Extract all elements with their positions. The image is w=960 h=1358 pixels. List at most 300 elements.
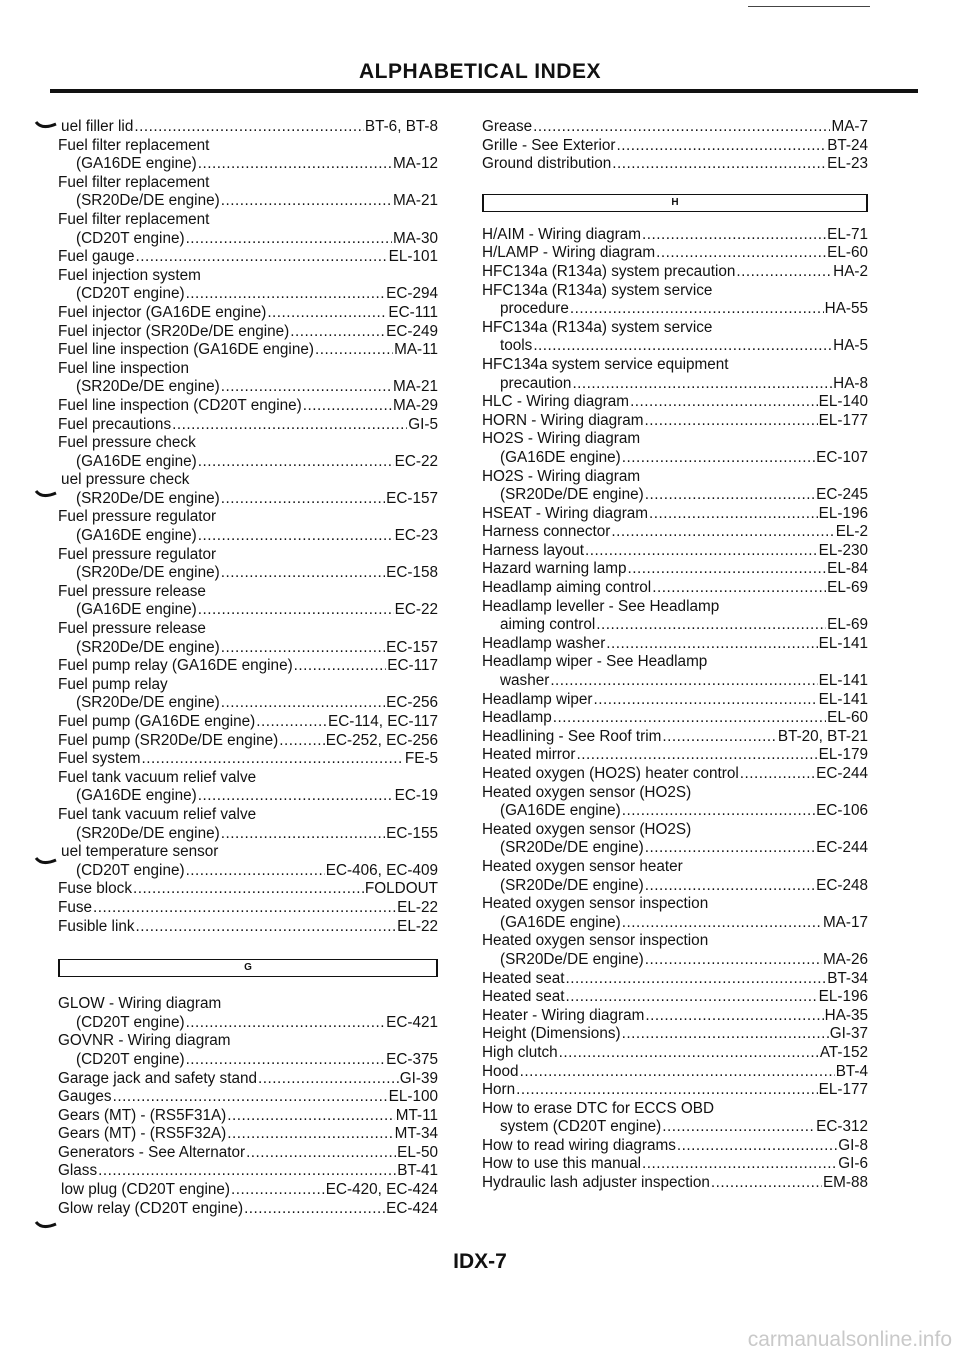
index-entry-text: Glow relay (CD20T engine) xyxy=(58,1199,244,1217)
index-entry-line xyxy=(58,1032,438,1051)
dot-leader xyxy=(642,1155,837,1174)
page-title: ALPHABETICAL INDEX xyxy=(359,60,601,83)
index-entry-line xyxy=(58,360,438,379)
index-entry-line xyxy=(58,211,438,230)
index-entry-text: (CD20T engine) xyxy=(76,229,185,247)
dot-leader xyxy=(652,579,826,598)
index-entry-text: Headlamp wiper - See Headlamp xyxy=(482,653,708,671)
index-entry-text: Fuel injector (SR20De/DE engine) xyxy=(58,322,290,340)
index-entry-line xyxy=(58,248,438,267)
index-page-ref: EC-111 xyxy=(388,303,438,321)
index-entry-text: Grille - See Exterior xyxy=(482,136,616,154)
dot-leader xyxy=(279,732,325,751)
index-entry-text: Hazard warning lamp xyxy=(482,560,627,578)
index-page-ref: BT-20, BT-21 xyxy=(777,727,868,745)
index-entry xyxy=(482,319,868,356)
dot-leader xyxy=(113,1088,388,1107)
index-entry-text: Horn xyxy=(482,1081,516,1099)
index-entry xyxy=(482,412,868,431)
index-entry-line xyxy=(482,1063,868,1082)
index-entry xyxy=(482,895,868,932)
index-entry-line xyxy=(58,527,438,546)
index-entry-text: (SR20De/DE engine) xyxy=(76,694,220,712)
index-page-ref: MA-21 xyxy=(392,378,438,396)
index-entry-line xyxy=(58,713,438,732)
dot-leader xyxy=(656,244,826,263)
index-page-ref: MA-21 xyxy=(392,192,438,210)
index-entry-line xyxy=(58,508,438,527)
index-page-ref: EC-420, EC-424 xyxy=(325,1181,438,1199)
index-entry-line xyxy=(58,1181,438,1200)
index-entry-line xyxy=(482,300,868,319)
dot-leader xyxy=(649,505,818,524)
dot-leader xyxy=(136,918,397,937)
index-page-ref: AT-152 xyxy=(819,1043,868,1061)
index-group-h xyxy=(482,226,868,1193)
index-entry-text: Fusible link xyxy=(58,917,135,935)
index-entry-line xyxy=(482,118,868,137)
dot-leader xyxy=(533,337,832,356)
index-entry-text: Fuel pressure release xyxy=(58,582,206,600)
dot-leader xyxy=(186,285,386,304)
index-entry-text: (CD20T engine) xyxy=(76,1050,185,1068)
index-page-ref: EL-141 xyxy=(818,690,868,708)
index-entry-line xyxy=(482,412,868,431)
section-label-h: H xyxy=(671,196,679,208)
index-entry-line xyxy=(58,769,438,788)
index-page-ref: MT-11 xyxy=(395,1106,438,1124)
dot-leader xyxy=(231,1181,325,1200)
index-entry-line xyxy=(482,486,868,505)
index-entry-text: Ground distribution xyxy=(482,155,612,173)
index-entry xyxy=(482,709,868,728)
index-entry-text: (GA16DE engine) xyxy=(500,913,621,931)
dot-leader xyxy=(198,527,394,546)
index-entry-text: Heated oxygen sensor inspection xyxy=(482,895,709,913)
dot-leader xyxy=(221,825,385,844)
index-entry-text: Heated oxygen sensor inspection xyxy=(482,932,709,950)
index-entry-line xyxy=(482,468,868,487)
index-entry-text: Fuel precautions xyxy=(58,415,172,433)
index-page-ref: EC-157 xyxy=(386,638,438,656)
dot-leader xyxy=(594,691,818,710)
index-entry-line xyxy=(58,341,438,360)
index-entry xyxy=(482,784,868,821)
index-entry-line xyxy=(58,174,438,193)
dot-leader xyxy=(303,397,392,416)
index-page-ref: GI-37 xyxy=(829,1025,868,1043)
dot-leader xyxy=(141,750,403,769)
index-entry-line xyxy=(482,337,868,356)
index-page-ref: HA-5 xyxy=(833,337,868,355)
index-entry xyxy=(482,356,868,393)
index-entry-line xyxy=(482,728,868,747)
dot-leader xyxy=(606,635,817,654)
index-entry-text: Gauges xyxy=(58,1088,112,1106)
index-entry-text: (SR20De/DE engine) xyxy=(500,950,644,968)
index-entry-line xyxy=(58,285,438,304)
index-entry-text: (SR20De/DE engine) xyxy=(500,839,644,857)
scan-tick-mark xyxy=(34,852,58,872)
index-entry-line xyxy=(482,1174,868,1193)
index-entry-text: Height (Dimensions) xyxy=(482,1025,621,1043)
index-entry-text: HFC134a system service equipment xyxy=(482,355,729,373)
index-entry-text: (GA16DE engine) xyxy=(76,452,197,470)
index-entry xyxy=(482,523,868,542)
index-page-ref: EL-177 xyxy=(818,1081,868,1099)
index-entry-line xyxy=(482,1100,868,1119)
index-entry-line xyxy=(482,672,868,691)
index-entry-text: low plug (CD20T engine) xyxy=(58,1181,230,1199)
index-page-ref: EL-84 xyxy=(827,560,868,578)
index-entry-line xyxy=(482,523,868,542)
index-entry-line xyxy=(58,267,438,286)
index-entry-text: (GA16DE engine) xyxy=(76,601,197,619)
index-entry-line xyxy=(58,694,438,713)
index-page-ref: EL-69 xyxy=(827,616,868,634)
index-entry-line xyxy=(482,244,868,263)
index-entry-line xyxy=(482,430,868,449)
index-entry xyxy=(482,1174,868,1193)
index-entry-line xyxy=(58,995,438,1014)
index-entry xyxy=(482,263,868,282)
index-page-ref: EC-114, EC-117 xyxy=(328,713,438,730)
scan-tick-mark xyxy=(34,1216,58,1236)
index-entry-line xyxy=(58,1200,438,1219)
index-entry xyxy=(482,1137,868,1156)
index-page-ref: EC-117 xyxy=(387,657,438,675)
dot-leader xyxy=(630,393,818,412)
index-page-ref: MA-30 xyxy=(392,229,438,247)
index-page-ref: EC-252, EC-256 xyxy=(325,731,438,749)
dot-leader xyxy=(198,155,392,174)
dot-leader xyxy=(198,787,394,806)
index-entry xyxy=(482,1100,868,1137)
index-page-ref: MA-17 xyxy=(822,913,868,931)
index-entry xyxy=(58,995,438,1032)
index-entry xyxy=(58,1070,438,1089)
index-entry-line xyxy=(482,877,868,896)
index-entry-line xyxy=(58,1162,438,1181)
index-entry-line xyxy=(58,750,438,769)
index-entry-line xyxy=(482,449,868,468)
index-entry xyxy=(58,341,438,360)
index-entry xyxy=(58,434,438,471)
index-entry xyxy=(58,211,438,248)
index-entry-line xyxy=(58,1014,438,1033)
dot-leader xyxy=(577,746,818,765)
dot-leader xyxy=(198,601,394,620)
dot-leader xyxy=(533,118,830,137)
index-entry xyxy=(482,430,868,467)
index-page-ref: EC-106 xyxy=(816,802,868,820)
index-entry-text: (GA16DE engine) xyxy=(76,155,197,173)
index-entry xyxy=(482,858,868,895)
index-page-ref: MA-11 xyxy=(394,341,438,359)
scan-tick-mark xyxy=(34,485,58,505)
dot-leader xyxy=(559,1044,819,1063)
section-header-h xyxy=(482,194,868,212)
index-entry xyxy=(58,137,438,174)
index-page-ref: EC-107 xyxy=(816,448,868,466)
index-page-ref: EM-88 xyxy=(822,1174,868,1192)
index-entry-line xyxy=(482,1025,868,1044)
index-page-ref: HA-55 xyxy=(824,300,868,318)
index-entry-line xyxy=(482,393,868,412)
index-entry-text: uel pressure check xyxy=(58,471,190,489)
index-page-ref: MA-7 xyxy=(831,118,868,135)
index-entry-line xyxy=(58,155,438,174)
index-entry-line xyxy=(58,304,438,323)
index-page-ref: GI-39 xyxy=(399,1069,438,1087)
dot-leader xyxy=(572,375,832,394)
index-entry-text: Heated oxygen sensor (HO2S) xyxy=(482,783,692,801)
dot-leader xyxy=(645,877,815,896)
index-entry xyxy=(58,1181,438,1200)
index-entry-line xyxy=(482,932,868,951)
index-entry xyxy=(58,323,438,342)
index-entry-line xyxy=(482,505,868,524)
index-page-ref: BT-6, BT-8 xyxy=(364,118,438,135)
index-entry xyxy=(58,750,438,769)
index-entry-text: How to erase DTC for ECCS OBD xyxy=(482,1099,715,1117)
index-entry xyxy=(58,620,438,657)
index-entry xyxy=(58,118,438,137)
dot-leader xyxy=(315,341,393,360)
index-page-ref: EL-22 xyxy=(397,898,438,916)
index-entry-text: Gears (MT) - (RS5F31A) xyxy=(58,1106,227,1124)
index-entry xyxy=(482,970,868,989)
index-entry xyxy=(58,583,438,620)
index-entry-line xyxy=(58,1070,438,1089)
index-entry-line xyxy=(58,471,438,490)
index-entry-text: Fuel pump (GA16DE engine) xyxy=(58,713,256,730)
index-entry-line xyxy=(482,691,868,710)
index-entry-text: (CD20T engine) xyxy=(76,1013,185,1031)
index-entry-text: HFC134a (R134a) system precaution xyxy=(482,262,736,280)
index-entry-text: Fuel filter replacement xyxy=(58,173,210,191)
index-page-ref: MA-29 xyxy=(392,396,438,414)
index-entry-text: (GA16DE engine) xyxy=(500,802,621,820)
index-entry xyxy=(58,267,438,304)
index-entry-line xyxy=(58,323,438,342)
index-entry-line xyxy=(58,862,438,881)
dot-leader xyxy=(186,862,325,881)
index-entry-text: (SR20De/DE engine) xyxy=(76,378,220,396)
index-entry-line xyxy=(58,230,438,249)
dot-leader xyxy=(221,639,385,658)
index-page-ref: EL-196 xyxy=(818,988,868,1006)
dot-leader xyxy=(585,542,818,561)
index-entry-text: (GA16DE engine) xyxy=(500,448,621,466)
index-page-ref: EC-19 xyxy=(394,787,438,805)
index-page-ref: EC-155 xyxy=(386,824,438,842)
dot-leader xyxy=(516,1081,818,1100)
index-entry-text: HO2S - Wiring diagram xyxy=(482,430,641,448)
index-entry-line xyxy=(482,542,868,561)
index-entry-text: Fuel filter replacement xyxy=(58,210,210,228)
dot-leader xyxy=(642,226,826,245)
index-entry-text: Hydraulic lash adjuster inspection xyxy=(482,1174,710,1192)
index-entry-text: HORN - Wiring diagram xyxy=(482,411,644,429)
dot-leader xyxy=(622,1025,829,1044)
index-entry xyxy=(58,304,438,323)
index-entry-text: Fuel line inspection xyxy=(58,359,189,377)
index-group-f xyxy=(58,118,438,936)
dot-leader xyxy=(622,914,822,933)
dot-leader xyxy=(290,323,385,342)
index-entry-line xyxy=(58,583,438,602)
dot-leader xyxy=(736,263,832,282)
index-entry-text: Gears (MT) - (RS5F32A) xyxy=(58,1125,227,1143)
index-entry xyxy=(58,1107,438,1126)
index-page-ref: BT-24 xyxy=(827,136,868,154)
dot-leader xyxy=(186,230,392,249)
index-entry-text: Fuel filter replacement xyxy=(58,136,210,154)
index-entry-line xyxy=(58,1088,438,1107)
dot-leader xyxy=(133,880,364,899)
title-underline xyxy=(50,89,918,93)
index-entry xyxy=(58,416,438,435)
index-entry-line xyxy=(58,1051,438,1070)
index-entry xyxy=(482,728,868,747)
index-entry-text: Heated oxygen (HO2S) heater control xyxy=(482,765,739,782)
dot-leader xyxy=(221,694,385,713)
index-entry-line xyxy=(482,746,868,765)
index-entry-line xyxy=(482,1081,868,1100)
index-entry xyxy=(58,899,438,918)
index-entry-line xyxy=(482,137,868,156)
dot-leader xyxy=(628,560,827,579)
index-entry-text: Fuel pressure regulator xyxy=(58,508,217,526)
index-entry xyxy=(482,118,868,137)
index-entry-line xyxy=(482,356,868,375)
dot-leader xyxy=(566,988,818,1007)
index-entry-line xyxy=(482,319,868,338)
index-page-ref: EC-244 xyxy=(816,839,868,857)
index-page-ref: EC-294 xyxy=(386,285,438,303)
index-entry-text: Harness layout xyxy=(482,541,585,559)
index-page-ref: EC-406, EC-409 xyxy=(325,861,438,879)
index-entry-text: Headlamp aiming control xyxy=(482,579,652,597)
index-entry-text: Headlamp leveller - See Headlamp xyxy=(482,597,720,615)
index-entry xyxy=(58,713,438,732)
index-entry xyxy=(58,806,438,843)
index-page-ref: EL-71 xyxy=(827,225,868,243)
index-entry-text: Heater - Wiring diagram xyxy=(482,1006,645,1024)
section-label-g: G xyxy=(244,962,252,974)
index-entry-text: Heated seat xyxy=(482,988,565,1006)
index-page-ref: EC-245 xyxy=(816,486,868,504)
dot-leader xyxy=(645,1007,823,1026)
index-entry-text: (SR20De/DE engine) xyxy=(76,192,220,210)
index-entry-text: (SR20De/DE engine) xyxy=(500,876,644,894)
index-page-ref: EL-179 xyxy=(818,746,868,764)
index-page-ref: EL-100 xyxy=(388,1088,438,1106)
index-entry xyxy=(58,1144,438,1163)
index-page-ref: EL-101 xyxy=(388,248,438,266)
index-entry-text: How to read wiring diagrams xyxy=(482,1136,676,1154)
index-entry-line xyxy=(58,843,438,862)
index-entry xyxy=(58,1162,438,1181)
index-page-ref: MT-34 xyxy=(394,1125,438,1143)
index-entry-line xyxy=(58,676,438,695)
index-entry xyxy=(482,468,868,505)
index-group-g-continued xyxy=(482,118,868,174)
index-entry xyxy=(482,746,868,765)
index-page-ref: EC-157 xyxy=(386,489,438,507)
index-page-ref: BT-4 xyxy=(835,1062,868,1080)
index-entry-line xyxy=(58,1144,438,1163)
index-entry-text: uel temperature sensor xyxy=(58,843,219,861)
index-entry xyxy=(482,579,868,598)
dot-leader xyxy=(622,802,815,821)
index-entry-text: Fuel line inspection (GA16DE engine) xyxy=(58,341,314,359)
index-page-ref: EL-23 xyxy=(827,155,868,173)
dot-leader xyxy=(258,1070,399,1089)
index-entry-line xyxy=(58,378,438,397)
index-entry xyxy=(482,932,868,969)
section-header-g xyxy=(58,959,438,977)
index-page-ref: EL-141 xyxy=(818,634,868,652)
page-number: IDX-7 xyxy=(453,1250,507,1273)
index-entry-text: Fuel tank vacuum relief valve xyxy=(58,805,257,823)
index-page-ref: EC-244 xyxy=(816,765,868,782)
index-entry-text: High clutch xyxy=(482,1043,558,1061)
index-entry-line xyxy=(58,657,438,676)
dot-leader xyxy=(186,1051,386,1070)
dot-leader xyxy=(662,728,776,747)
index-entry-text: Fuel injection system xyxy=(58,266,201,284)
index-entry-text: Headlining - See Roof trim xyxy=(482,727,662,745)
index-entry-text: (GA16DE engine) xyxy=(76,527,197,545)
index-entry xyxy=(58,1125,438,1144)
index-entry-text: Heated mirror xyxy=(482,746,576,764)
index-entry-line xyxy=(58,137,438,156)
index-entry xyxy=(482,598,868,635)
right-column xyxy=(482,118,868,1193)
index-entry-line xyxy=(482,1155,868,1174)
index-entry xyxy=(58,397,438,416)
index-entry-line xyxy=(482,1007,868,1026)
index-entry-line xyxy=(482,635,868,654)
index-entry xyxy=(58,843,438,880)
index-entry-text: (SR20De/DE engine) xyxy=(500,486,644,504)
index-page-ref: EC-158 xyxy=(386,564,438,582)
index-entry-text: precaution xyxy=(500,374,572,392)
index-page-ref: HA-2 xyxy=(833,262,868,280)
index-entry xyxy=(58,1200,438,1219)
index-entry-text: aiming control xyxy=(500,616,596,634)
index-entry-text: H/LAMP - Wiring diagram xyxy=(482,244,656,262)
index-entry-text: HLC - Wiring diagram xyxy=(482,393,630,411)
index-entry-text: HO2S - Wiring diagram xyxy=(482,467,641,485)
index-entry-text: (SR20De/DE engine) xyxy=(76,638,220,656)
index-entry-line xyxy=(58,601,438,620)
index-page-ref: EL-69 xyxy=(827,579,868,597)
index-entry-line xyxy=(482,282,868,301)
index-page-ref: EL-177 xyxy=(818,411,868,429)
index-entry-line xyxy=(58,732,438,751)
index-entry-line xyxy=(58,192,438,211)
index-entry-text: Headlamp washer xyxy=(482,634,606,652)
index-entry-text: Grease xyxy=(482,118,533,135)
index-entry-line xyxy=(482,1118,868,1137)
index-entry xyxy=(58,471,438,508)
index-entry xyxy=(482,1155,868,1174)
dot-leader xyxy=(645,951,822,970)
index-group-g xyxy=(58,995,438,1218)
